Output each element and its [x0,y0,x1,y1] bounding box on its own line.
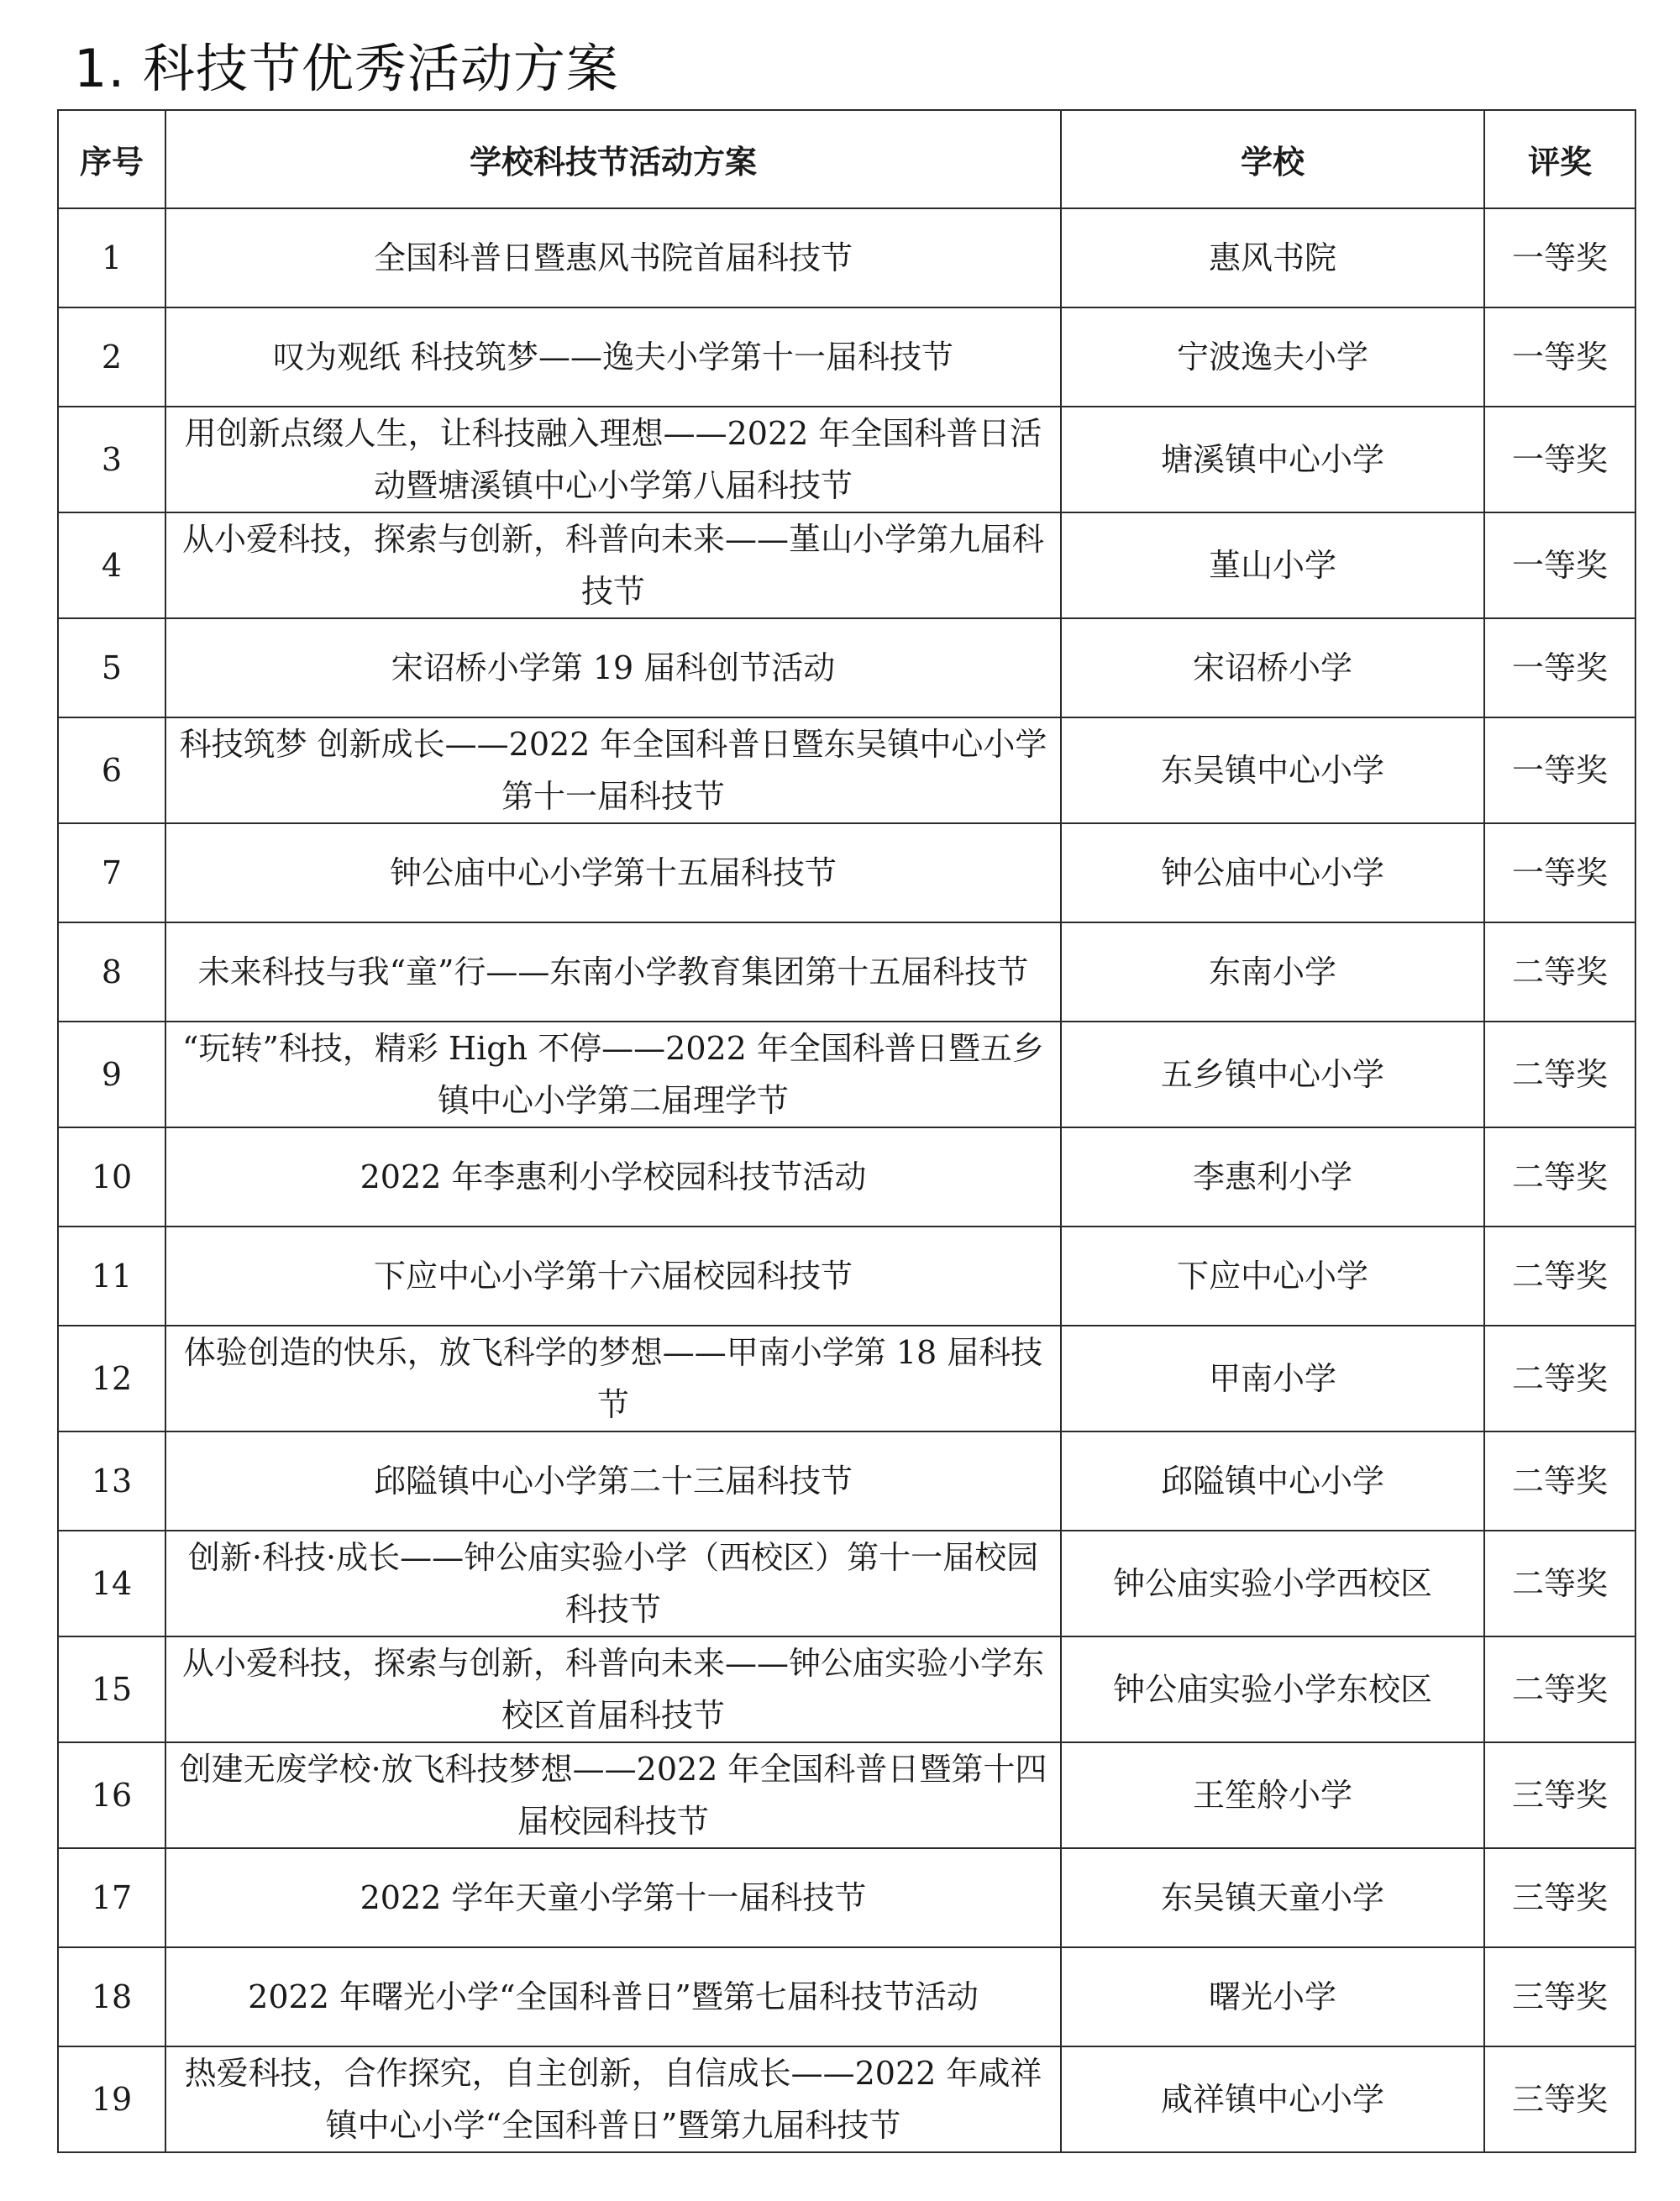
cell-award: 一等奖 [1484,208,1635,307]
cell-no: 7 [58,823,165,922]
cell-award: 二等奖 [1484,1022,1635,1127]
cell-school: 李惠利小学 [1061,1127,1484,1227]
table-row [58,922,1635,1022]
cell-no: 15 [58,1636,165,1742]
cell-award: 三等奖 [1484,1947,1635,2046]
cell-plan: 体验创造的快乐，放飞科学的梦想——甲南小学第 18 届科技节 [165,1326,1061,1431]
header-school: 学校 [1061,110,1484,208]
cell-award: 三等奖 [1484,2046,1635,2152]
table-row [58,823,1635,922]
cell-no: 6 [58,717,165,823]
cell-no: 17 [58,1848,165,1947]
cell-school: 东吴镇中心小学 [1061,717,1484,823]
cell-no: 11 [58,1227,165,1326]
cell-school: 邱隘镇中心小学 [1061,1431,1484,1531]
table-row [58,1947,1635,2046]
cell-award: 一等奖 [1484,512,1635,618]
cell-award: 一等奖 [1484,307,1635,407]
table-row [58,512,1635,618]
cell-no: 14 [58,1531,165,1636]
header-no: 序号 [58,110,165,208]
cell-award: 二等奖 [1484,1127,1635,1227]
cell-award: 一等奖 [1484,823,1635,922]
cell-plan: 2022 学年天童小学第十一届科技节 [165,1848,1061,1947]
cell-award: 三等奖 [1484,1742,1635,1848]
cell-school: 甲南小学 [1061,1326,1484,1431]
table-row [58,1531,1635,1636]
table-row [58,1431,1635,1531]
cell-plan: 叹为观纸 科技筑梦——逸夫小学第十一届科技节 [165,307,1061,407]
cell-plan: 钟公庙中心小学第十五届科技节 [165,823,1061,922]
table-row [58,307,1635,407]
table-row [58,618,1635,717]
cell-no: 4 [58,512,165,618]
table-row [58,1326,1635,1431]
cell-school: 咸祥镇中心小学 [1061,2046,1484,2152]
cell-plan: 未来科技与我“童”行——东南小学教育集团第十五届科技节 [165,922,1061,1022]
cell-plan: “玩转”科技，精彩 High 不停——2022 年全国科普日暨五乡镇中心小学第二届理学节 [165,1022,1061,1127]
cell-plan: 下应中心小学第十六届校园科技节 [165,1227,1061,1326]
cell-no: 9 [58,1022,165,1127]
cell-plan: 从小爱科技，探索与创新，科普向未来——堇山小学第九届科技节 [165,512,1061,618]
cell-award: 一等奖 [1484,407,1635,512]
table-row [58,1022,1635,1127]
cell-school: 钟公庙实验小学东校区 [1061,1636,1484,1742]
cell-award: 二等奖 [1484,1531,1635,1636]
cell-award: 一等奖 [1484,717,1635,823]
cell-school: 钟公庙实验小学西校区 [1061,1531,1484,1636]
cell-no: 16 [58,1742,165,1848]
table-row [58,208,1635,307]
table-row [58,1848,1635,1947]
cell-school: 东吴镇天童小学 [1061,1848,1484,1947]
cell-school: 钟公庙中心小学 [1061,823,1484,922]
cell-award: 二等奖 [1484,1636,1635,1742]
cell-no: 19 [58,2046,165,2152]
cell-no: 2 [58,307,165,407]
cell-no: 12 [58,1326,165,1431]
cell-plan: 创新·科技·成长——钟公庙实验小学（西校区）第十一届校园科技节 [165,1531,1061,1636]
cell-no: 18 [58,1947,165,2046]
cell-plan: 2022 年李惠利小学校园科技节活动 [165,1127,1061,1227]
cell-school: 曙光小学 [1061,1947,1484,2046]
cell-award: 二等奖 [1484,1326,1635,1431]
cell-school: 下应中心小学 [1061,1227,1484,1326]
table-row [58,407,1635,512]
cell-school: 五乡镇中心小学 [1061,1022,1484,1127]
cell-school: 惠风书院 [1061,208,1484,307]
table-row [58,2046,1635,2152]
table-row [58,1127,1635,1227]
cell-no: 10 [58,1127,165,1227]
cell-no: 1 [58,208,165,307]
cell-no: 8 [58,922,165,1022]
cell-plan: 宋诏桥小学第 19 届科创节活动 [165,618,1061,717]
cell-plan: 邱隘镇中心小学第二十三届科技节 [165,1431,1061,1531]
cell-school: 塘溪镇中心小学 [1061,407,1484,512]
cell-no: 13 [58,1431,165,1531]
header-plan: 学校科技节活动方案 [165,110,1061,208]
table-row [58,1636,1635,1742]
cell-plan: 从小爱科技，探索与创新，科普向未来——钟公庙实验小学东校区首届科技节 [165,1636,1061,1742]
cell-award: 三等奖 [1484,1848,1635,1947]
awards-table [57,109,1636,2153]
cell-plan: 全国科普日暨惠风书院首届科技节 [165,208,1061,307]
table-row [58,1742,1635,1848]
cell-school: 宋诏桥小学 [1061,618,1484,717]
cell-award: 一等奖 [1484,618,1635,717]
page-title: 1. 科技节优秀活动方案 [74,38,619,99]
cell-school: 堇山小学 [1061,512,1484,618]
cell-no: 5 [58,618,165,717]
header-award: 评奖 [1484,110,1635,208]
cell-award: 二等奖 [1484,1227,1635,1326]
cell-award: 二等奖 [1484,1431,1635,1531]
table-row [58,717,1635,823]
cell-plan: 用创新点缀人生，让科技融入理想——2022 年全国科普日活动暨塘溪镇中心小学第八届科技节 [165,407,1061,512]
cell-plan: 2022 年曙光小学“全国科普日”暨第七届科技节活动 [165,1947,1061,2046]
cell-no: 3 [58,407,165,512]
cell-plan: 科技筑梦 创新成长——2022 年全国科普日暨东吴镇中心小学第十一届科技节 [165,717,1061,823]
cell-school: 王笙舲小学 [1061,1742,1484,1848]
cell-plan: 热爱科技，合作探究，自主创新，自信成长——2022 年咸祥镇中心小学“全国科普日”暨第九届科技节 [165,2046,1061,2152]
cell-school: 宁波逸夫小学 [1061,307,1484,407]
cell-plan: 创建无废学校·放飞科技梦想——2022 年全国科普日暨第十四届校园科技节 [165,1742,1061,1848]
table-row [58,1227,1635,1326]
cell-award: 二等奖 [1484,922,1635,1022]
cell-school: 东南小学 [1061,922,1484,1022]
table-header-row [58,110,1635,208]
